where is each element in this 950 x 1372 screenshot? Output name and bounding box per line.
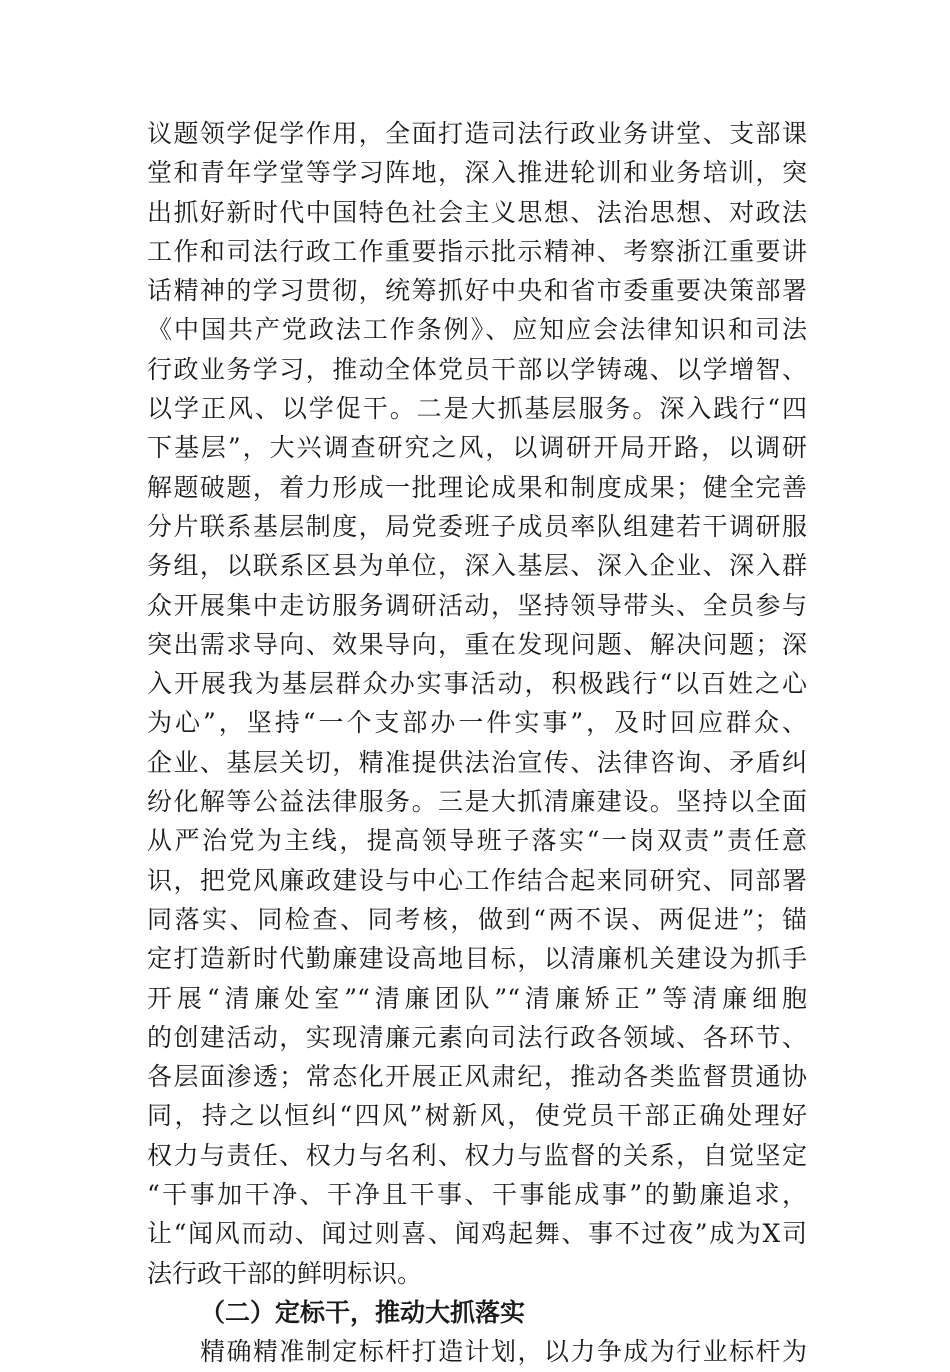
- paragraph-line: 下基层”，大兴调查研究之风，以调研开局开路，以调研: [147, 433, 807, 463]
- section-heading: （二）定标干，推动大抓落实: [200, 1297, 526, 1327]
- paragraph-line: 务组，以联系区县为单位，深入基层、深入企业、深入群: [147, 551, 807, 581]
- paragraph-line: 工作和司法行政工作重要指示批示精神、考察浙江重要讲: [147, 236, 807, 266]
- paragraph-line: 定打造新时代勤廉建设高地目标，以清廉机关建设为抓手: [147, 944, 807, 974]
- paragraph-line: 从严治党为主线，提高领导班子落实“一岗双责”责任意: [147, 826, 807, 856]
- paragraph-line: 突出需求导向、效果导向，重在发现问题、解决问题；深: [147, 629, 807, 659]
- paragraph-line: “干事加干净、干净且干事、干事能成事”的勤廉追求，: [147, 1180, 807, 1210]
- paragraph-line: 同落实、同检查、同考核，做到“两不误、两促进”；锚: [147, 904, 807, 934]
- paragraph-line: 堂和青年学堂等学习阵地，深入推进轮训和业务培训，突: [147, 158, 807, 188]
- paragraph-line: 以学正风、以学促干。二是大抓基层服务。深入践行“四: [147, 394, 807, 424]
- paragraph-line: 众开展集中走访服务调研活动，坚持领导带头、全员参与: [147, 590, 807, 620]
- paragraph-line: 为心”，坚持“一个支部办一件实事”，及时回应群众、: [147, 708, 807, 738]
- paragraph-line: 开展“清廉处室”“清廉团队”“清廉矫正”等清廉细胞: [147, 983, 807, 1013]
- paragraph-line: 行政业务学习，推动全体党员干部以学铸魂、以学增智、: [147, 354, 807, 384]
- paragraph-line: 各层面渗透；常态化开展正风肃纪，推动各类监督贯通协: [147, 1062, 807, 1092]
- paragraph-line: 纷化解等公益法律服务。三是大抓清廉建设。坚持以全面: [147, 787, 807, 817]
- paragraph-line: 企业、基层关切，精准提供法治宣传、法律咨询、矛盾纠: [147, 747, 807, 777]
- paragraph-line: 《中国共产党政法工作条例》、应知应会法律知识和司法: [147, 315, 807, 345]
- paragraph-line: 议题领学促学作用，全面打造司法行政业务讲堂、支部课: [147, 119, 807, 148]
- paragraph-line: 入开展我为基层群众办实事活动，积极践行“以百姓之心: [147, 669, 807, 699]
- paragraph-line: 识，把党风廉政建设与中心工作结合起来同研究、同部署: [147, 865, 807, 895]
- paragraph-line: 话精神的学习贯彻，统筹抓好中央和省市委重要决策部署: [147, 276, 807, 306]
- body-text: [147, 114, 807, 1372]
- paragraph-line: 的创建活动，实现清廉元素向司法行政各领域、各环节、: [147, 1022, 807, 1052]
- paragraph-line: 法行政干部的鲜明标识。: [147, 1258, 423, 1288]
- paragraph-line: 精确精准制定标杆打造计划，以力争成为行业标杆为: [200, 1337, 807, 1367]
- paragraph-line: 权力与责任、权力与名利、权力与监督的关系，自觉坚定: [147, 1140, 807, 1170]
- paragraph-line: 同，持之以恒纠“四风”树新风，使党员干部正确处理好: [147, 1101, 807, 1131]
- paragraph-line: 分片联系基层制度，局党委班子成员率队组建若干调研服: [147, 511, 807, 541]
- paragraph-line: 解题破题，着力形成一批理论成果和制度成果；健全完善: [147, 472, 807, 502]
- paragraph-line: 让“闻风而动、闻过则喜、闻鸡起舞、事不过夜”成为X司: [147, 1219, 807, 1249]
- paragraph-line: 出抓好新时代中国特色社会主义思想、法治思想、对政法: [147, 197, 807, 227]
